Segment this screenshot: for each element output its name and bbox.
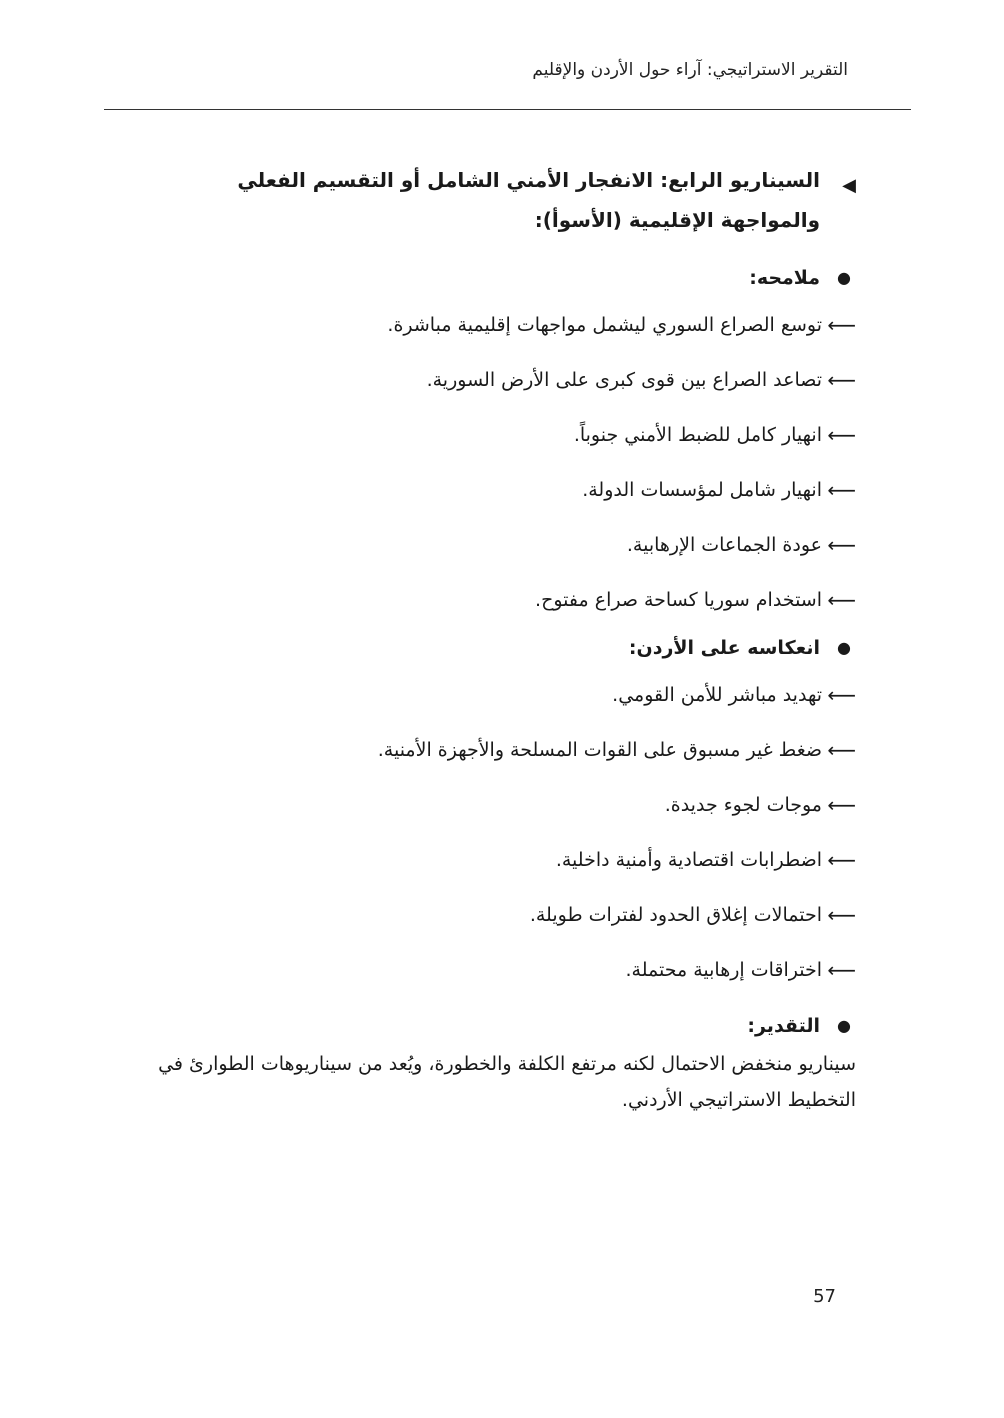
list-item-text: تصاعد الصراع بين قوى كبرى على الأرض السورية. [426,369,822,391]
list-item-text: توسع الصراع السوري ليشمل مواجهات إقليمية مباشرة. [387,314,822,336]
features-list [156,298,856,628]
assessment-label-text: التقدير: [747,1015,820,1037]
arrow-left-icon: ⟵ [827,478,856,502]
bullet-icon: ● [837,268,851,287]
list-item-text: استخدام سوريا كساحة صراع مفتوح. [535,589,822,611]
arrow-left-icon: ⟵ [827,683,856,707]
list-item-text: اختراقات إرهابية محتملة. [625,959,822,981]
impact-label [156,628,856,668]
page-number: 57 [813,1286,836,1307]
list-item [156,668,856,723]
list-item-text: تهديد مباشر للأمن القومي. [612,684,822,706]
list-item-text: ضغط غير مسبوق على القوات المسلحة والأجهزة الأمنية. [377,739,822,761]
scenario-title: السيناريو الرابع: الانفجار الأمني الشامل أو التقسيم الفعلي والمواجهة الإقليمية (الأسوأ): [237,168,820,232]
arrow-left-icon: ⟵ [827,903,856,927]
list-item [156,353,856,408]
list-item [156,573,856,628]
list-item-text: عودة الجماعات الإرهابية. [626,534,822,556]
bullet-icon: ● [837,638,851,657]
list-item [156,298,856,353]
list-item-text: انهيار كامل للضبط الأمني جنوباً. [573,424,822,446]
impact-label-text: انعكاسه على الأردن: [628,637,820,659]
list-item [156,888,856,943]
features-label [156,258,856,298]
list-item [156,778,856,833]
arrow-left-icon: ⟵ [827,793,856,817]
list-item [156,463,856,518]
list-item [156,723,856,778]
list-item [156,408,856,463]
arrow-left-icon: ⟵ [827,958,856,982]
triangle-left-icon: ◀ [842,175,856,196]
arrow-left-icon: ⟵ [827,368,856,392]
arrow-left-icon: ⟵ [827,848,856,872]
list-item-text: اضطرابات اقتصادية وأمنية داخلية. [555,849,822,871]
scenario-heading [156,160,856,240]
assessment-text: سيناريو منخفض الاحتمال لكنه مرتفع الكلفة والخطورة، ويُعد من سيناريوهات الطوارئ في التخطيط الاستراتيجي الأردني. [158,1053,856,1111]
list-item-text: احتمالات إغلاق الحدود لفترات طويلة. [529,904,822,926]
arrow-left-icon: ⟵ [827,533,856,557]
arrow-left-icon: ⟵ [827,588,856,612]
list-item [156,833,856,888]
arrow-left-icon: ⟵ [827,738,856,762]
impact-list [156,668,856,998]
bullet-icon: ● [837,1016,851,1035]
assessment-label [156,1006,856,1046]
page-content [156,160,856,1118]
header-divider [104,109,911,110]
arrow-left-icon: ⟵ [827,423,856,447]
list-item-text: موجات لجوء جديدة. [664,794,822,816]
list-item-text: انهيار شامل لمؤسسات الدولة. [582,479,822,501]
list-item [156,518,856,573]
running-header: التقرير الاستراتيجي: آراء حول الأردن والإقليم [532,60,848,80]
arrow-left-icon: ⟵ [827,313,856,337]
list-item [156,943,856,998]
features-label-text: ملامحه: [749,267,820,289]
